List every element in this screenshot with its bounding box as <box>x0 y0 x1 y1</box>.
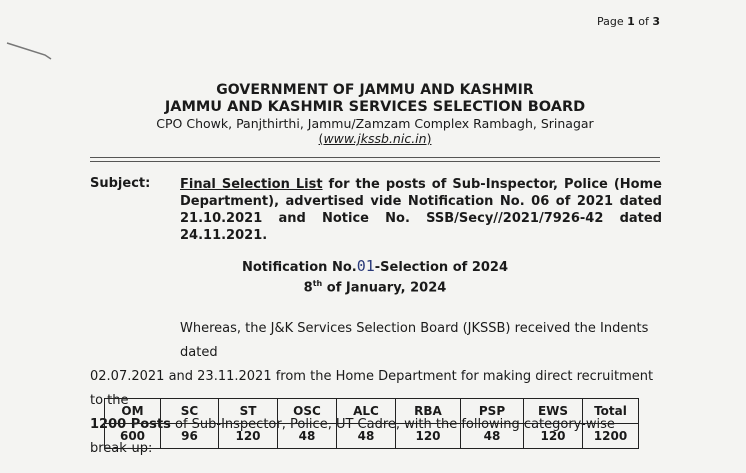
category-breakup-table <box>104 398 639 449</box>
table-header: PSP <box>461 399 524 424</box>
subject-text: Final Selection List for the posts of Sub-Inspector, Police (Home Department), advertised vide Notification No. 06 of 2021 dated 21.10.2021 and Notice No. SSB/Secy//2021/7926-42 dated 24.11.2021. <box>180 177 662 243</box>
header-divider <box>90 157 660 162</box>
handwritten-number: 01 <box>356 257 375 275</box>
table-header: SC <box>161 399 219 424</box>
table-header: Total <box>583 399 639 424</box>
table-header: EWS <box>524 399 583 424</box>
notification-date: 8th of January, 2024 <box>303 279 447 296</box>
table-cell: 48 <box>461 424 524 449</box>
website-link[interactable]: (www.jkssb.nic.in) <box>318 131 432 146</box>
body-paragraph: Whereas, the J&K Services Selection Board (JKSSB) received the Indents dated 02.07.2021 and 23.11.2021 from the Home Department for making direct recruitment to the 1200 Posts of Sub-Inspector, Police, UT Cadre, with the following category-wise break-up: <box>90 321 654 456</box>
table-header: RBA <box>396 399 461 424</box>
table-header: ALC <box>337 399 396 424</box>
table-cell: 120 <box>396 424 461 449</box>
table-cell: 120 <box>219 424 278 449</box>
government-title: GOVERNMENT OF JAMMU AND KASHMIR <box>216 82 534 98</box>
letterhead <box>130 82 620 146</box>
board-title: JAMMU AND KASHMIR SERVICES SELECTION BOARD <box>164 99 586 115</box>
pen-mark <box>5 37 55 63</box>
notification-heading: Notification No.01-Selection of 2024 8th of January, 2024 <box>130 258 620 296</box>
subject-label: Subject: <box>90 176 151 191</box>
table-row <box>105 424 639 449</box>
table-header: OM <box>105 399 161 424</box>
table-header-row <box>105 399 639 424</box>
table-cell: 600 <box>105 424 161 449</box>
table-cell: 96 <box>161 424 219 449</box>
table-cell: 48 <box>278 424 337 449</box>
board-address: CPO Chowk, Panjthirthi, Jammu/Zamzam Complex Rambagh, Srinagar <box>156 116 594 131</box>
table-cell: 1200 <box>583 424 639 449</box>
table-header: ST <box>219 399 278 424</box>
page-number: Page 1 of 3 <box>597 15 661 28</box>
table-header: OSC <box>278 399 337 424</box>
table-cell: 48 <box>337 424 396 449</box>
table-cell: 120 <box>524 424 583 449</box>
